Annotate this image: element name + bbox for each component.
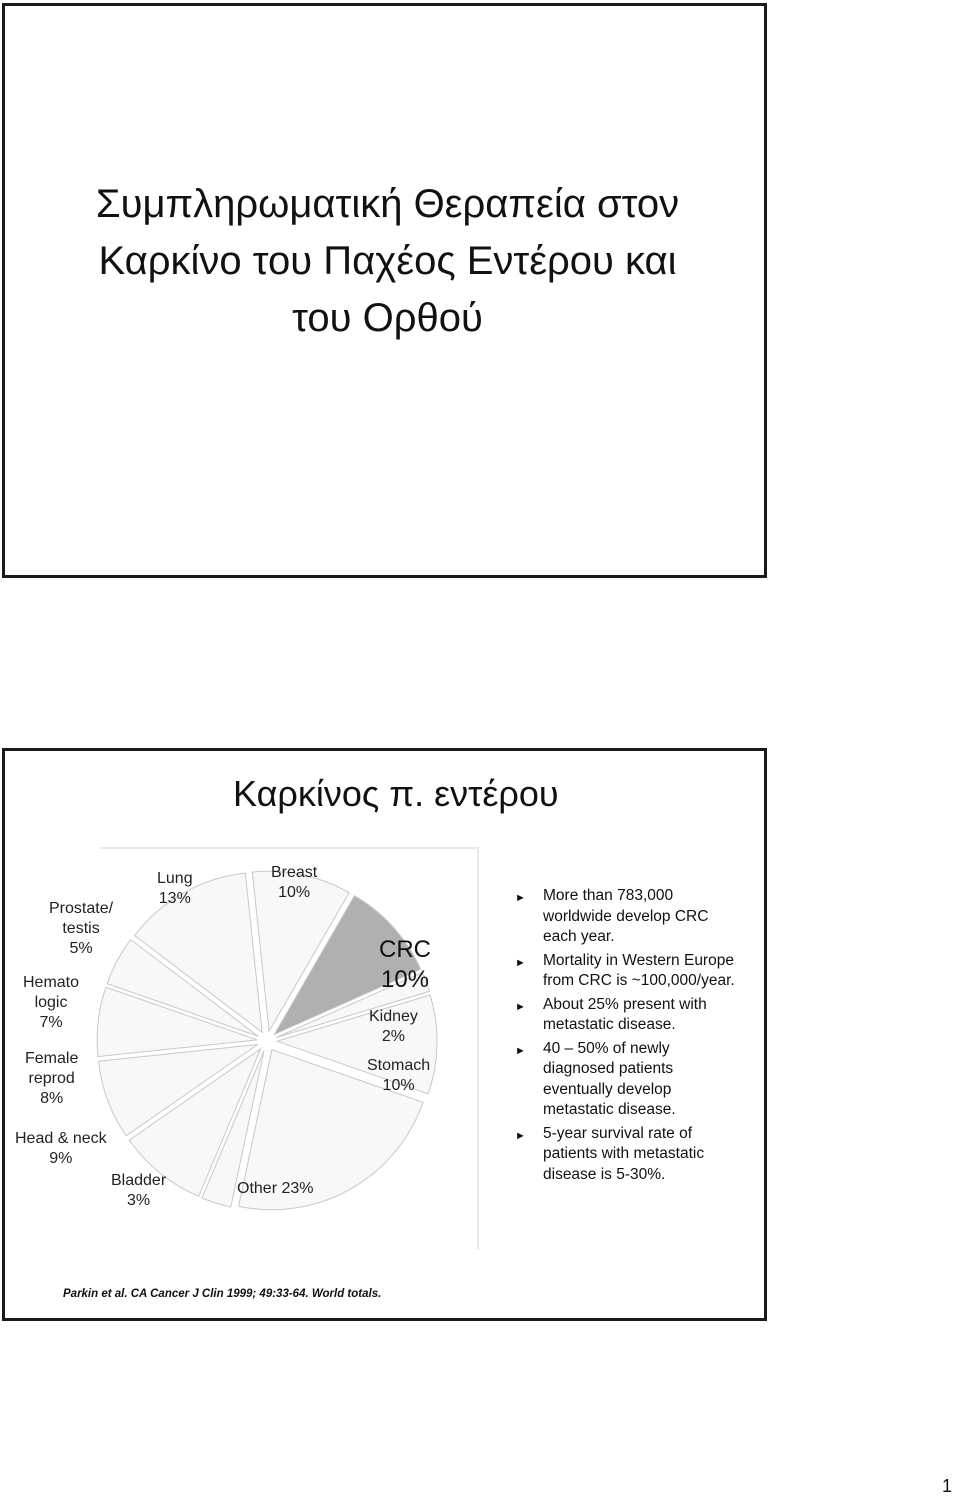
label-stomach: Stomach 10%: [367, 1057, 431, 1094]
bullet-list: [515, 886, 745, 1188]
triangle-bullet-icon: ►: [515, 1000, 526, 1013]
label-kidney: Kidney 2%: [369, 1008, 418, 1045]
slide-title: [5, 176, 770, 347]
bullet-item: ► Mortality in Western Europe from CRC is ~100,000/year.: [515, 951, 735, 989]
bullet-item: ► About 25% present with metastatic disease.: [515, 995, 707, 1033]
title-slide: [2, 3, 767, 578]
bullet-item: ► 40 – 50% of newly diagnosed patients eventually develop metastatic disease.: [515, 1039, 676, 1118]
label-hematologic: Hemato logic 7%: [23, 974, 80, 1031]
label-lung: Lung 13%: [157, 870, 193, 907]
bullet-item: ► More than 783,000 worldwide develop CRC each year.: [515, 887, 709, 945]
page-number: 1: [941, 1476, 952, 1496]
triangle-bullet-icon: ►: [515, 956, 526, 969]
slide-heading: Καρκίνος π. εντέρου: [233, 773, 559, 814]
citation: Parkin et al. CA Cancer J Clin 1999; 49:33-64. World totals.: [63, 1288, 382, 1300]
label-breast: Breast 10%: [271, 864, 318, 901]
label-prostate: Prostate/ testis 5%: [49, 900, 114, 957]
triangle-bullet-icon: ►: [515, 892, 526, 904]
label-head-neck: Head & neck 9%: [15, 1130, 107, 1167]
bullet-item: ► 5-year survival rate of patients with metastatic disease is 5-30%.: [515, 1124, 705, 1183]
slide-title-line-3: του Ορθού: [292, 296, 483, 340]
triangle-bullet-icon: ►: [515, 1129, 526, 1142]
content-slide: [2, 748, 767, 1321]
label-bladder: Bladder 3%: [111, 1172, 167, 1209]
label-crc: CRC 10%: [379, 936, 431, 993]
triangle-bullet-icon: ►: [515, 1044, 526, 1057]
slide-title-line-1: Συμπληρωματική Θεραπεία στον: [95, 182, 680, 226]
label-other: Other 23%: [237, 1180, 314, 1197]
slide-title-line-2: Καρκίνο του Παχέος Εντέρου και: [98, 239, 677, 283]
label-female-reprod: Female reprod 8%: [25, 1050, 79, 1107]
